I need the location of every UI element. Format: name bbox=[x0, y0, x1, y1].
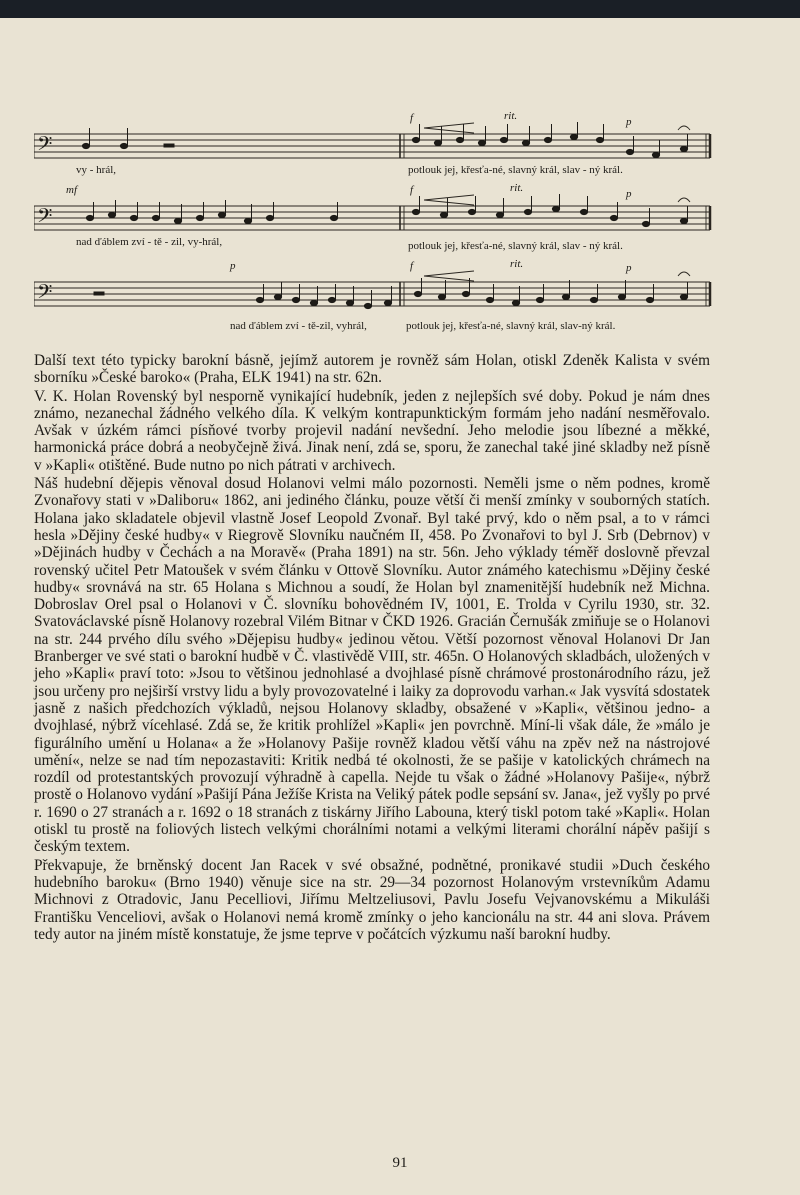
staff-1 bbox=[34, 134, 710, 158]
dynamic-piano-3: p bbox=[230, 260, 236, 272]
dynamic-piano-1: p bbox=[626, 116, 632, 128]
body-text bbox=[34, 352, 710, 944]
lyrics-3-left: nad ďáblem zví - tě-zil, vyhrál, bbox=[230, 320, 367, 332]
lyrics-3-right: potlouk jej, křesťa-né, slavný král, slav-ný král. bbox=[406, 320, 616, 332]
bass-clef-3: 𝄢 bbox=[37, 280, 53, 308]
ritardando-3: rit. bbox=[510, 258, 524, 270]
notes-3 bbox=[94, 278, 688, 309]
paragraph-2: V. K. Holan Rovenský byl nesporně vynikající hudebník, jeden z nejlepších své doby. Pokud je nám dnes známo, nezanechal žádného velkého díla. K velkým kontrapunktickým formám jeho nadání nesměřovalo. Avšak v úzkém rámci písňové tvorby projevil nadání nevšední. Jeho melodie jsou líbezné a měkké, harmonická práce dobrá a neobyčejně živá. Jinak není, zdá se, sporu, že zanechal také jiné skladby než písně v »Kapli« otištěné. Bude nutno po nich pátrati v archivech. bbox=[34, 387, 710, 474]
music-score bbox=[34, 110, 714, 345]
dynamic-forte-3: f bbox=[410, 260, 414, 272]
dynamic-piano-2: p bbox=[626, 188, 632, 200]
scan-top-border bbox=[0, 0, 800, 18]
paragraph-1: Další text této typicky barokní básně, jejímž autorem je rovněž sám Holan, otiskl Zdeněk Kalista v svém sborníku »České baroko« (Praha, ELK 1941) na str. 62n. bbox=[34, 352, 710, 387]
dynamic-forte-1: f bbox=[410, 112, 414, 124]
lyrics-2-left: nad ďáblem zví - tě - zil, vy-hrál, bbox=[76, 236, 223, 248]
score-staves bbox=[34, 110, 714, 345]
paragraph-4: Překvapuje, že brněnský docent Jan Racek v své obsažné, podnětné, pronikavé studii »Duch českého hudebního baroku« (Brno 1940) věnuje sice na str. 29—34 pozornost Holanovým vrstevníkům Adamu Michnovi z Otradovic, Janu Pecelliovi, Jiřímu Meltzeliusovi, Pavlu Josefu Vejvanovskému a Mikuláši Františku Venceliovi, avšak o Holanovi nemá kromě zmínky o jeho kancionálu na str. 44 ani slova. Právem tedy autor na jiném místě konstatuje, že jsme teprve v počátcích výzkumu naší barokní hudby. bbox=[34, 856, 710, 943]
lyrics-1-left: vy - hrál, bbox=[76, 164, 117, 176]
paragraph-3: Náš hudební dějepis věnoval dosud Holanovi velmi málo pozornosti. Neměli jsme o něm podnes, kromě Zvonařovy stati v »Daliboru« 1862, ani jediného článku, pouze větší či menší zmínky v souborných statích. Holana jako skladatele objevil vlastně Josef Leopold Zvonař. Byl také prvý, kdo o něm psal, a to v rámci hesla »Dějiny české hudby« v Riegrově Slovníku naučném II, 458. Po Zvonařovi to byl J. Srb (Debrnov) v »Dějinách hudby v Čechách a na Moravě« (Praha 1891) na str. 56n. Jeho výklady téměř doslovně převzal rovenský učitel Petr Matoušek v svém článku v Ottově Slovníku. Autor známého katechismu »Dějiny české hudby« srovnává na str. 65 Holana s Michnou a soudí, že Holan byl znamenitější hudebník než Michna. Dobroslav Orel psal o Holanovi v Č. slovníku bohovědném IV, 1001, E. Trolda v Cyrilu 1930, str. 32. Svatováclavské písně Holanovy rozebral Vilém Bitnar v ČKD 1926. Gracián Černušák zmiňuje se o Holanovi na str. 244 prvého dílu svého »Dějepisu hudby« jedinou větou. Větší pozornost věnoval Holanovi Dr Jan Branberger ve své stati o barokní hudbě v Č. vlastivědě VIII, str. 465n. O Holanových skladbách, uložených v jeho »Kapli« praví toto: »Jsou to většinou jednohlasé a dvojhlasé písně chrámové prostonárodního rázu, jež jsou určeny pro nejširší vrstvy lidu a byly provozovatelné i laiky za doprovodu varhan.« Jak vysvítá sdostatek jasně z našich předchozích výkladů, nejsou Holanovy skladby, obsažené v »Kapli«, většinou jedno- a dvojhlasé, nýbrž vícehlasé. Zdá se, že kritik prohlížel »Kapli« jen povrchně. Míní-li však dále, že »málo je figurálního umění u Holana« a že »Holanovy Pašije rovněž kladou větší váhu na zpěv než na nástrojové umění«, nelze se nad tím nepozastaviti: Kritik nedbá té okolnosti, že se pašije v katolických chrámech na rozdíl od protestantských provozují výhradně à capella. Nejde tu však o žádné »Holanovy Pašije«, nýbrž prostě o Holanovo vydání »Pašijí Pána Ježíše Krista na Veliký pátek podle sepsání sv. Jana«, jež vyšly po prvé r. 1690 o 27 stranách a r. 1692 o 18 stranách z tiskárny Jiřího Labouna, který tiskl potom také »Kapli«. Holan otiskl tu prostě na foliových listech velkými chorálními notami a velkými literami chorální nápěv pašijí s českým textem. bbox=[34, 475, 710, 856]
ritardando-2: rit. bbox=[510, 182, 524, 194]
dynamic-mf-2: mf bbox=[66, 184, 77, 196]
bass-clef-1: 𝄢 bbox=[37, 132, 53, 160]
page-number: 91 bbox=[392, 1155, 408, 1171]
bass-clef-2: 𝄢 bbox=[37, 204, 53, 232]
dynamic-piano-3-end: p bbox=[626, 262, 632, 274]
dynamic-forte-2: f bbox=[410, 184, 414, 196]
ritardando-1: rit. bbox=[504, 110, 518, 122]
lyrics-2-right: potlouk jej, křesťa-né, slavný král, slav - ný král. bbox=[408, 240, 623, 252]
lyrics-1-right: potlouk jej, křesťa-né, slavný král, slav - ný král. bbox=[408, 164, 623, 176]
notes-2 bbox=[86, 194, 687, 227]
